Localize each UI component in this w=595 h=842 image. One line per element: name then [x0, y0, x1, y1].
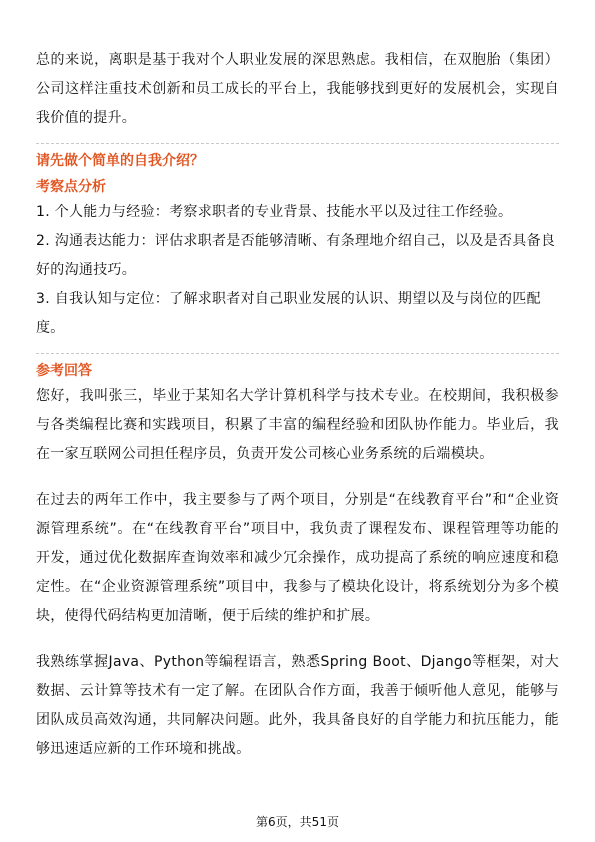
answer-paragraph: 在过去的两年工作中，我主要参与了两个项目，分别是“在线教育平台”和“企业资源管理系统”。在“在线教育平台”项目中，我负责了课程发布、课程管理等功能的开发，通过优化数据库查询效率和减少冗余操作，成功提高了系统的响应速度和稳定性。在“企业资源管理系统”项目中，我参与了模块化设计，将系统划分为多个模块，使得代码结构更加清晰，便于后续的维护和扩展。 [36, 492, 559, 624]
page-content [36, 46, 559, 764]
answer-paragraph: 您好，我叫张三，毕业于某知名大学计算机科学与技术专业。在校期间，我积极参与各类编程比赛和实践项目，积累了丰富的编程经验和团队协作能力。毕业后，我在一家互联网公司担任程序员，负责开发公司核心业务系统的后端模块。 [36, 388, 559, 462]
question-title: 请先做个简单的自我介绍？ [36, 153, 204, 169]
analysis-item: 1. 个人能力与经验：考察求职者的专业背景、技能水平以及过往工作经验。 [36, 204, 513, 220]
page-number: 第6页，共51页 [256, 815, 339, 829]
analysis-heading: 考察点分析 [36, 179, 106, 195]
paragraph-gap [36, 469, 559, 486]
answer-heading: 参考回答 [36, 363, 92, 379]
section-divider [36, 143, 559, 144]
analysis-item: 2. 沟通表达能力：评估求职者是否能够清晰、有条理地介绍自己，以及是否具备良好的沟通技巧。 [36, 233, 556, 278]
section-divider [36, 353, 559, 354]
answer-paragraph: 我熟练掌握Java、Python等编程语言，熟悉Spring Boot、Django等框架，对大数据、云计算等技术有一定了解。在团队合作方面，我善于倾听他人意见，能够与团队成员高效沟通，共同解决问题。此外，我具备良好的自学能力和抗压能力，能够迅速适应新的工作环境和挑战。 [36, 654, 559, 757]
analysis-item: 3. 自我认知与定位：了解求职者对自己职业发展的认识、期望以及与岗位的匹配度。 [36, 291, 541, 336]
intro-paragraph: 总的来说，离职是基于我对个人职业发展的深思熟虑。我相信，在双胞胎（集团）公司这样注重技术创新和员工成长的平台上，我能够找到更好的发展机会，实现自我价值的提升。 [36, 52, 559, 126]
paragraph-gap [36, 631, 559, 648]
